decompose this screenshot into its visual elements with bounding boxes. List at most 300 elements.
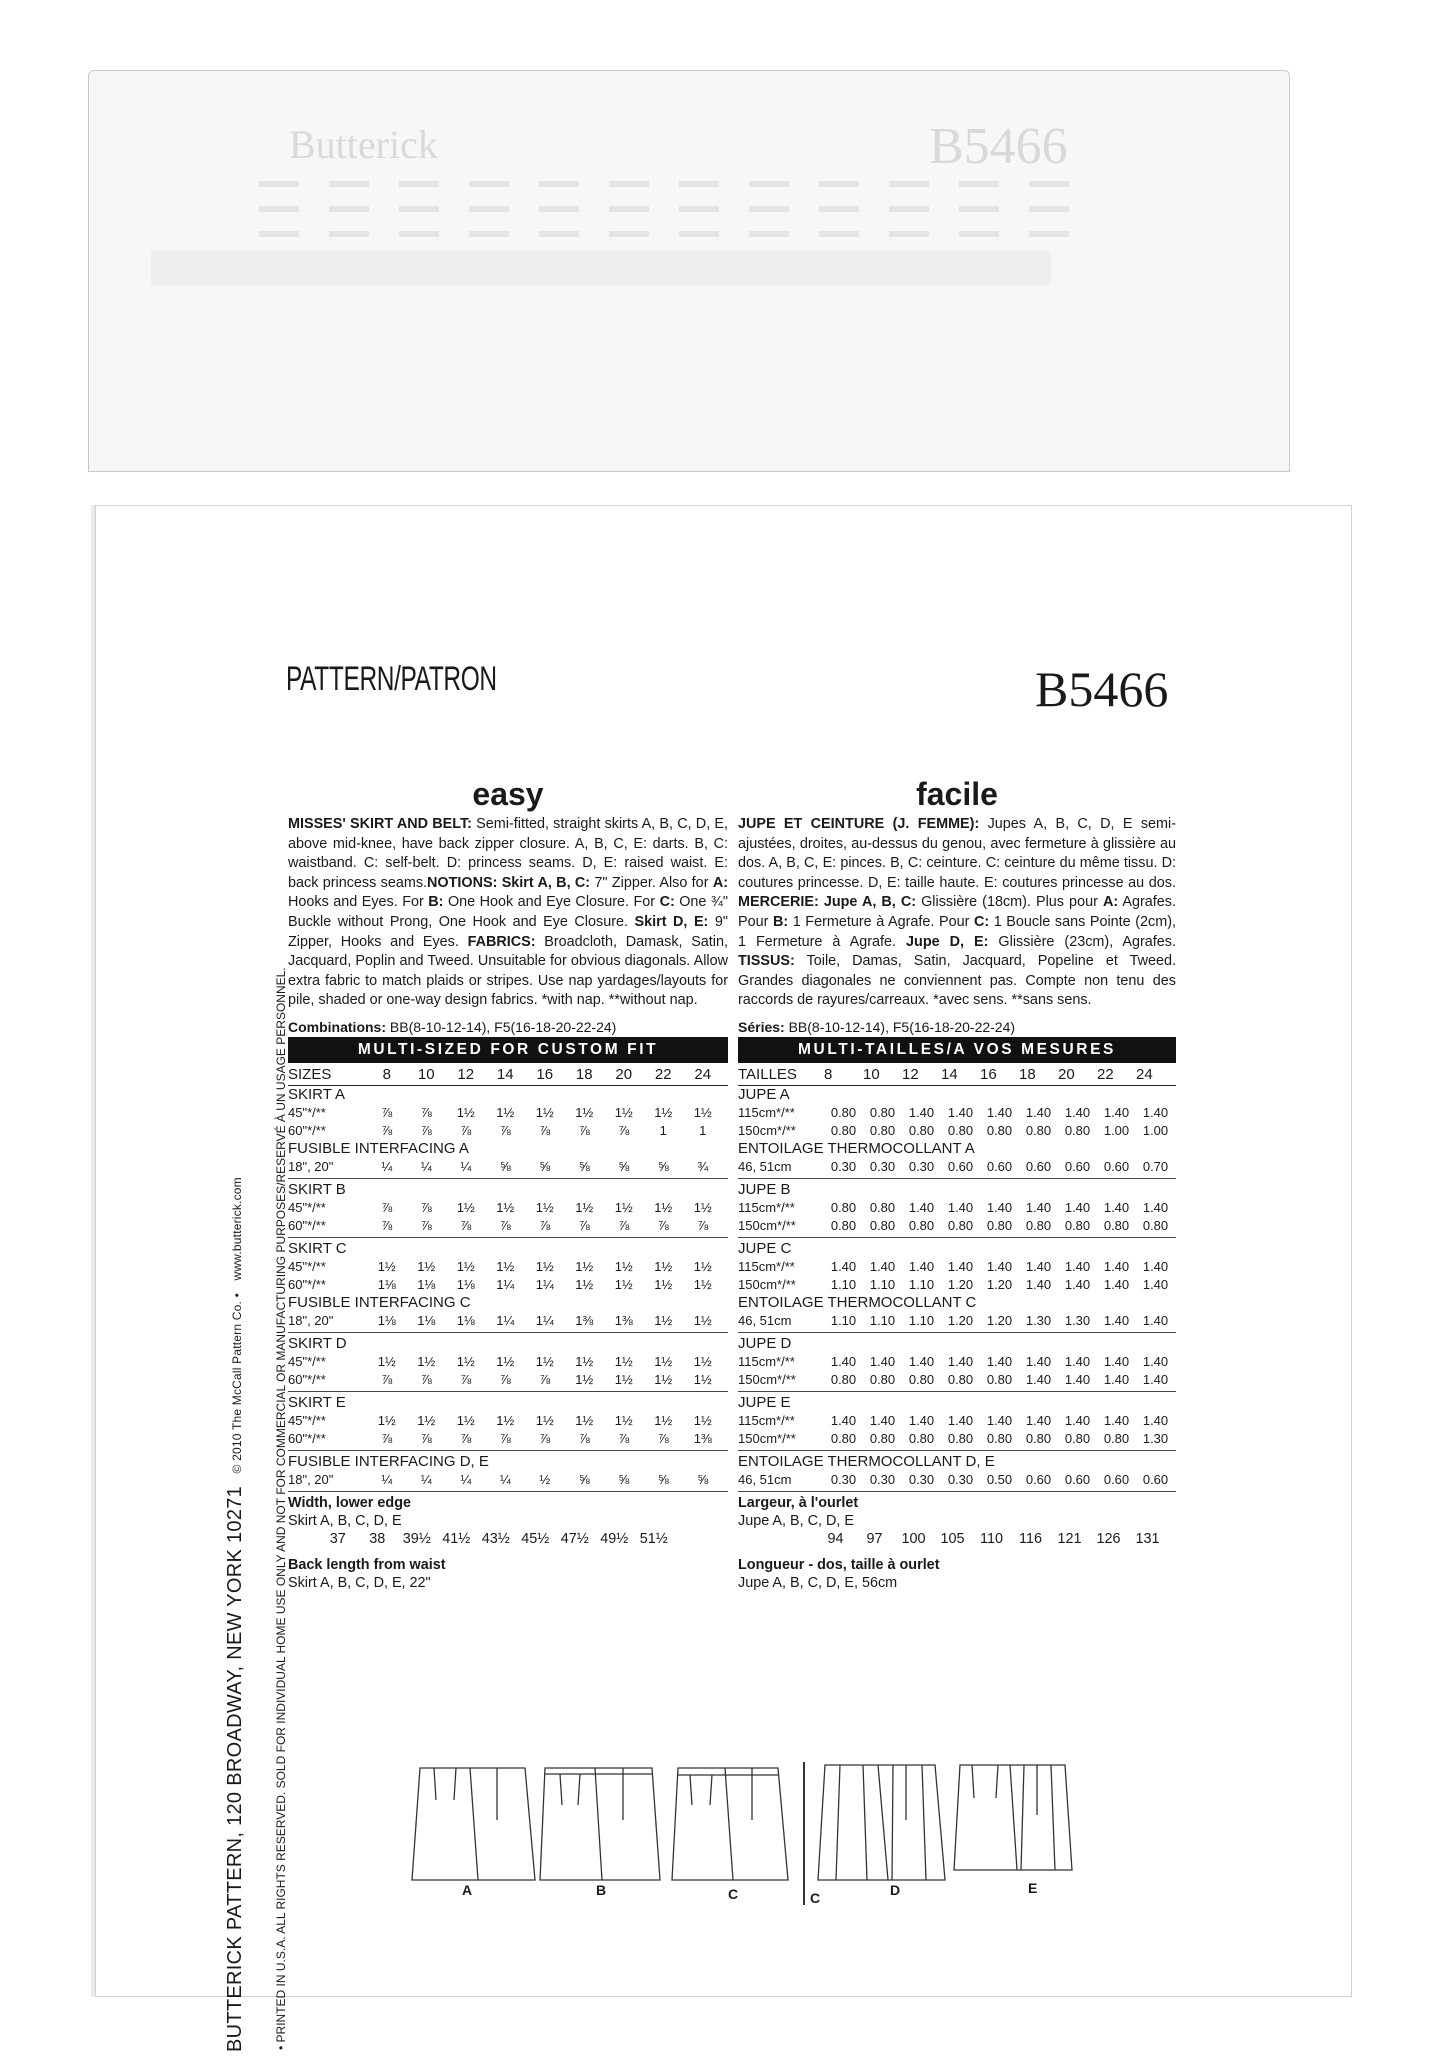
table-cell: 1.40 xyxy=(1025,1104,1052,1120)
table-cell: 1.40 xyxy=(908,1104,935,1120)
table-section-label: ENTOILAGE THERMOCOLLANT C xyxy=(738,1293,977,1311)
website: www.butterick.com xyxy=(230,1177,244,1281)
width-value: 45½ xyxy=(521,1530,550,1547)
table-cell: ⅞ xyxy=(499,1371,511,1387)
table-cell: 1.40 xyxy=(1025,1258,1052,1274)
table-cell: ⅞ xyxy=(420,1430,432,1446)
table-cell: 1.40 xyxy=(986,1199,1013,1215)
sizes-row xyxy=(288,1065,728,1086)
table-cell: 1.10 xyxy=(869,1312,896,1328)
width-value: 100 xyxy=(901,1530,926,1547)
row-label: 45"*/** xyxy=(288,1199,326,1215)
table-cell: 0.80 xyxy=(830,1199,857,1215)
table-cell: 1½ xyxy=(535,1412,554,1428)
table-cell: 1.40 xyxy=(1103,1199,1130,1215)
table-section-label: JUPE A xyxy=(738,1085,790,1103)
row-label: 45"*/** xyxy=(288,1353,326,1369)
table-cell: 0.80 xyxy=(869,1217,896,1233)
table-cell: 1⅛ xyxy=(456,1312,475,1328)
table-group xyxy=(738,1240,1176,1333)
table-cell: 1½ xyxy=(575,1199,594,1215)
table-section-label: JUPE E xyxy=(738,1393,791,1411)
table-cell: 1.30 xyxy=(1025,1312,1052,1328)
table-cell: 0.60 xyxy=(1064,1471,1091,1487)
row-label: 150cm*/** xyxy=(738,1122,796,1138)
table-cell: 1.40 xyxy=(986,1353,1013,1369)
envelope-flap xyxy=(88,70,1290,472)
combinations-value: BB(8-10-12-14), F5(16-18-20-22-24) xyxy=(784,1018,1016,1035)
view-e-front xyxy=(954,1765,1017,1870)
row-label: 115cm*/** xyxy=(738,1258,795,1274)
table-cell: 1.40 xyxy=(1103,1104,1130,1120)
pattern-number: B5466 xyxy=(1035,661,1169,717)
table-cell: 0.80 xyxy=(830,1122,857,1138)
view-d-back xyxy=(878,1765,945,1880)
description xyxy=(738,815,1176,1011)
table-section-label: JUPE D xyxy=(738,1334,792,1352)
table-cell: ¾ xyxy=(697,1158,709,1174)
row-label: 45"*/** xyxy=(288,1412,326,1428)
row-label: 18", 20" xyxy=(288,1312,334,1328)
size-cell: 22 xyxy=(654,1065,672,1083)
table-group xyxy=(288,1394,728,1451)
section-band: MULTI-TAILLES/A VOS MESURES xyxy=(738,1037,1176,1063)
size-cell: 14 xyxy=(496,1065,514,1083)
table-cell: 1½ xyxy=(654,1258,673,1274)
table-row xyxy=(738,1312,1176,1330)
description-text: 1 Fermeture à Agrafe. Pour xyxy=(788,913,974,930)
table-cell: 1.40 xyxy=(869,1353,896,1369)
length-subtitle: Jupe A, B, C, D, E, 56cm xyxy=(738,1574,898,1591)
table-cell: ⅞ xyxy=(657,1430,669,1446)
table-cell: ⅝ xyxy=(539,1158,551,1174)
table-cell: 1½ xyxy=(417,1258,436,1274)
table-group xyxy=(288,1240,728,1333)
table-cell: 1½ xyxy=(575,1371,594,1387)
table-cell: ⅞ xyxy=(539,1430,551,1446)
table-row xyxy=(738,1217,1176,1235)
view-drawings-svg xyxy=(400,1760,1100,1910)
table-cell: 1.40 xyxy=(1025,1371,1052,1387)
description-bold: A: xyxy=(1102,894,1119,911)
table-cell: ⅞ xyxy=(381,1430,393,1446)
table-group xyxy=(738,1453,1176,1492)
table-cell: ⅞ xyxy=(381,1199,393,1215)
width-value: 43½ xyxy=(481,1530,510,1547)
table-row xyxy=(288,1312,728,1330)
english-column xyxy=(288,776,728,1592)
table-cell: 1.40 xyxy=(908,1258,935,1274)
table-cell: 0.30 xyxy=(908,1471,935,1487)
size-cell: 16 xyxy=(536,1065,554,1083)
table-cell: 0.80 xyxy=(908,1122,935,1138)
size-cell: 10 xyxy=(417,1065,435,1083)
size-cell: 8 xyxy=(824,1065,833,1083)
table-cell: 1½ xyxy=(654,1312,673,1328)
table-cell: 1.40 xyxy=(1142,1258,1169,1274)
table-section-label: FUSIBLE INTERFACING D, E xyxy=(288,1452,489,1470)
width-value: 126 xyxy=(1096,1530,1121,1547)
table-row xyxy=(738,1276,1176,1294)
table-cell: ½ xyxy=(539,1471,551,1487)
sizes-label: SIZES xyxy=(288,1065,332,1083)
table-cell: 1.40 xyxy=(1142,1276,1169,1292)
table-row xyxy=(288,1353,728,1371)
back-length xyxy=(738,1556,1176,1592)
table-group xyxy=(288,1086,728,1179)
table-cell: ⅝ xyxy=(618,1471,630,1487)
table-cell: 1½ xyxy=(377,1353,396,1369)
description-bold: B: xyxy=(772,913,789,930)
table-cell: ¼ xyxy=(460,1158,472,1174)
description-bold: Skirt D, E: xyxy=(634,913,709,930)
table-cell: 1½ xyxy=(575,1353,594,1369)
table-cell: 0.60 xyxy=(947,1158,974,1174)
table-cell: ⅞ xyxy=(618,1122,630,1138)
table-cell: 0.80 xyxy=(947,1371,974,1387)
table-cell: 1.00 xyxy=(1103,1122,1130,1138)
table-cell: 0.80 xyxy=(986,1217,1013,1233)
table-cell: 0.80 xyxy=(986,1430,1013,1446)
table-cell: 1.40 xyxy=(1103,1412,1130,1428)
view-b-front xyxy=(540,1768,602,1880)
technical-drawings xyxy=(400,1760,1100,1910)
table-cell: ⅞ xyxy=(381,1371,393,1387)
table-cell: 1½ xyxy=(377,1258,396,1274)
table-row xyxy=(288,1412,728,1430)
publisher-address: BUTTERICK PATTERN, 120 BROADWAY, NEW YORK 10271 xyxy=(224,1485,246,2052)
table-cell: 1½ xyxy=(417,1353,436,1369)
table-cell: ⅝ xyxy=(657,1158,669,1174)
description-text: 9" Zipper, Hooks and Eyes. xyxy=(288,913,728,950)
size-cell: 12 xyxy=(457,1065,475,1083)
width-value: 49½ xyxy=(600,1530,629,1547)
table-cell: 0.80 xyxy=(830,1217,857,1233)
table-cell: 1⅜ xyxy=(693,1430,712,1446)
table-cell: 1½ xyxy=(575,1104,594,1120)
row-label: 45"*/** xyxy=(288,1104,326,1120)
row-label: 46, 51cm xyxy=(738,1158,792,1174)
table-cell: 1.40 xyxy=(1142,1199,1169,1215)
table-cell: 0.80 xyxy=(869,1104,896,1120)
description-bold: C: xyxy=(659,894,675,911)
description-text: Semi-fitted, straight skirts A, B, C, D, E, above mid-knee, have back zipper closure. A, B, C, E: darts. B, C: waistband. C: self-belt. D: princess seams. D, E: raised waist. E: back princess seams. xyxy=(288,816,728,891)
width-values xyxy=(738,1530,1176,1548)
table-cell: ¼ xyxy=(420,1471,432,1487)
size-cell: 14 xyxy=(941,1065,958,1083)
column-title: facile xyxy=(916,776,998,812)
width-subtitle: Jupe A, B, C, D, E xyxy=(738,1512,854,1529)
width-value: 38 xyxy=(369,1530,386,1547)
table-cell: 0.80 xyxy=(1025,1122,1052,1138)
table-cell: ⅞ xyxy=(539,1122,551,1138)
width-value: 131 xyxy=(1135,1530,1160,1547)
table-cell: 1½ xyxy=(456,1353,475,1369)
view-d-front xyxy=(818,1765,888,1880)
table-cell: 1½ xyxy=(693,1353,712,1369)
row-label: 115cm*/** xyxy=(738,1104,795,1120)
table-section-label: SKIRT A xyxy=(288,1085,345,1103)
table-cell: ⅞ xyxy=(657,1217,669,1233)
table-cell: ⅞ xyxy=(578,1217,590,1233)
table-row xyxy=(738,1430,1176,1448)
table-cell: 0.80 xyxy=(1025,1217,1052,1233)
table-cell: 1½ xyxy=(614,1104,633,1120)
description-bold: Jupe D, E: xyxy=(906,933,989,950)
table-cell: 1.40 xyxy=(947,1412,974,1428)
copyright: © 2010 The McCall Pattern Co. • xyxy=(230,1293,244,1474)
table-cell: 1.40 xyxy=(1064,1412,1091,1428)
table-cell: 0.80 xyxy=(947,1430,974,1446)
table-cell: 1¼ xyxy=(535,1276,554,1292)
table-cell: 1½ xyxy=(614,1258,633,1274)
table-cell: 1.40 xyxy=(986,1258,1013,1274)
table-cell: 1.40 xyxy=(947,1199,974,1215)
table-cell: 0.80 xyxy=(986,1122,1013,1138)
table-group xyxy=(288,1335,728,1392)
table-cell: ⅞ xyxy=(499,1430,511,1446)
table-cell: 1½ xyxy=(654,1371,673,1387)
table-cell: 1.40 xyxy=(1064,1104,1091,1120)
view-label: C xyxy=(810,1890,821,1906)
combinations-label: Séries: xyxy=(738,1018,785,1035)
table-cell: 1½ xyxy=(614,1276,633,1292)
table-row xyxy=(738,1104,1176,1122)
table-cell: 1½ xyxy=(654,1104,673,1120)
table-cell: 1.00 xyxy=(1142,1122,1169,1138)
size-cell: 24 xyxy=(1136,1065,1153,1083)
width-value: 97 xyxy=(866,1530,883,1547)
table-cell: 1.10 xyxy=(830,1312,857,1328)
table-row xyxy=(738,1122,1176,1140)
row-label: 150cm*/** xyxy=(738,1371,796,1387)
yardage-table xyxy=(288,1065,728,1492)
table-cell: 1½ xyxy=(575,1276,594,1292)
description-text: 7" Zipper. Also for xyxy=(590,874,713,891)
table-cell: 1½ xyxy=(693,1104,712,1120)
table-cell: 0.80 xyxy=(869,1199,896,1215)
width-value: 121 xyxy=(1057,1530,1082,1547)
table-cell: 0.30 xyxy=(830,1471,857,1487)
table-cell: 1½ xyxy=(456,1199,475,1215)
table-cell: 1½ xyxy=(693,1412,712,1428)
table-group xyxy=(738,1181,1176,1238)
section-band: MULTI-SIZED FOR CUSTOM FIT xyxy=(288,1037,728,1063)
table-cell: 1.20 xyxy=(947,1312,974,1328)
table-cell: ⅞ xyxy=(697,1217,709,1233)
row-label: 60"*/** xyxy=(288,1371,326,1387)
table-cell: 1.40 xyxy=(1103,1258,1130,1274)
table-row xyxy=(288,1122,728,1140)
table-cell: 1½ xyxy=(535,1104,554,1120)
table-cell: 1½ xyxy=(693,1258,712,1274)
pattern-label: PATTERN/PATRON xyxy=(286,660,497,698)
table-cell: ¼ xyxy=(381,1158,393,1174)
sizes-label: TAILLES xyxy=(738,1065,797,1083)
description-bold: JUPE ET CEINTURE (J. FEMME): xyxy=(738,816,980,832)
table-cell: 1½ xyxy=(654,1276,673,1292)
table-cell: 0.60 xyxy=(1103,1471,1130,1487)
table-group xyxy=(738,1335,1176,1392)
yardage-table xyxy=(738,1065,1176,1492)
table-cell: 0.80 xyxy=(1064,1122,1091,1138)
view-label: B xyxy=(596,1882,607,1898)
table-section-label: SKIRT D xyxy=(288,1334,347,1352)
table-cell: 0.80 xyxy=(869,1430,896,1446)
size-cell: 10 xyxy=(863,1065,880,1083)
table-cell: 1.40 xyxy=(1103,1371,1130,1387)
ghost-bar xyxy=(151,251,1051,285)
table-cell: ⅞ xyxy=(420,1217,432,1233)
table-cell: 1½ xyxy=(693,1199,712,1215)
table-cell: ⅞ xyxy=(420,1104,432,1120)
table-cell: 1½ xyxy=(496,1199,515,1215)
table-cell: ⅞ xyxy=(420,1199,432,1215)
table-row xyxy=(738,1371,1176,1389)
french-column xyxy=(738,776,1176,1592)
table-section-label: ENTOILAGE THERMOCOLLANT A xyxy=(738,1139,975,1157)
table-cell: 1.40 xyxy=(1064,1276,1091,1292)
column-title: easy xyxy=(472,776,544,812)
table-cell: 1.40 xyxy=(830,1412,857,1428)
table-group xyxy=(288,1453,728,1492)
table-cell: 1.20 xyxy=(986,1276,1013,1292)
table-cell: ⅞ xyxy=(381,1104,393,1120)
table-cell: ⅞ xyxy=(539,1371,551,1387)
width-lower-edge xyxy=(738,1494,1176,1548)
table-cell: 1¼ xyxy=(535,1312,554,1328)
flap-brand: Butterick xyxy=(289,122,438,167)
table-cell: 0.60 xyxy=(1025,1158,1052,1174)
size-cell: 24 xyxy=(694,1065,712,1083)
table-cell: 1½ xyxy=(456,1104,475,1120)
table-cell: 1.30 xyxy=(1142,1430,1169,1446)
description-text: 1 Boucle sans Pointe (2cm), 1 Fermeture à Agrafe. xyxy=(738,913,1176,950)
table-cell: 1⅛ xyxy=(417,1276,436,1292)
table-section-label: SKIRT C xyxy=(288,1239,347,1257)
table-cell: ⅝ xyxy=(578,1471,590,1487)
table-row xyxy=(288,1158,728,1176)
table-section-label: ENTOILAGE THERMOCOLLANT D, E xyxy=(738,1452,995,1470)
description-text: One Hook and Eye Closure. For xyxy=(443,894,660,911)
table-cell: 1.40 xyxy=(1103,1312,1130,1328)
width-value: 39½ xyxy=(402,1530,431,1547)
table-cell: ⅝ xyxy=(578,1158,590,1174)
combinations-value: BB(8-10-12-14), F5(16-18-20-22-24) xyxy=(386,1018,617,1035)
table-cell: 1.10 xyxy=(908,1276,935,1292)
size-cell: 8 xyxy=(382,1065,391,1083)
description-text: Glissière (23cm), Agrafes. xyxy=(988,933,1176,950)
table-cell: 1.40 xyxy=(1025,1353,1052,1369)
table-cell: 1.40 xyxy=(1064,1353,1091,1369)
width-value: 41½ xyxy=(442,1530,471,1547)
view-e-back xyxy=(1010,1765,1072,1870)
table-cell: 1.40 xyxy=(1064,1199,1091,1215)
row-label: 60"*/** xyxy=(288,1276,326,1292)
table-row xyxy=(288,1371,728,1389)
description-text: Glissière (18cm). Plus pour xyxy=(916,894,1103,911)
table-cell: 0.30 xyxy=(947,1471,974,1487)
table-cell: 1.40 xyxy=(1103,1276,1130,1292)
table-cell: ¼ xyxy=(381,1471,393,1487)
table-cell: 0.80 xyxy=(830,1371,857,1387)
description-bold: B: xyxy=(428,894,444,911)
table-section-label: JUPE C xyxy=(738,1239,792,1257)
table-cell: 1.10 xyxy=(830,1276,857,1292)
table-cell: 1½ xyxy=(456,1258,475,1274)
table-cell: 0.80 xyxy=(986,1371,1013,1387)
width-lower-edge xyxy=(288,1494,728,1548)
table-cell: ⅞ xyxy=(578,1122,590,1138)
width-value: 51½ xyxy=(639,1530,668,1547)
table-cell: ⅞ xyxy=(499,1217,511,1233)
table-cell: ¼ xyxy=(420,1158,432,1174)
table-cell: 0.80 xyxy=(1064,1217,1091,1233)
table-cell: 1 xyxy=(659,1122,667,1138)
table-cell: 0.80 xyxy=(908,1217,935,1233)
row-label: 60"*/** xyxy=(288,1430,326,1446)
table-cell: 0.80 xyxy=(830,1430,857,1446)
table-cell: 0.80 xyxy=(908,1371,935,1387)
view-a-front xyxy=(412,1768,478,1880)
table-cell: 1½ xyxy=(496,1258,515,1274)
table-cell: 1.40 xyxy=(1103,1353,1130,1369)
table-cell: 1½ xyxy=(417,1412,436,1428)
description-bold: C: xyxy=(973,913,990,930)
table-cell: 1 xyxy=(699,1122,707,1138)
width-value: 47½ xyxy=(560,1530,589,1547)
row-label: 60"*/** xyxy=(288,1122,326,1138)
table-cell: 1½ xyxy=(575,1412,594,1428)
table-row xyxy=(288,1104,728,1122)
table-cell: 1½ xyxy=(654,1412,673,1428)
table-cell: 1⅜ xyxy=(575,1312,594,1328)
table-cell: 0.30 xyxy=(869,1158,896,1174)
table-cell: 1.40 xyxy=(869,1412,896,1428)
table-cell: 0.60 xyxy=(1103,1158,1130,1174)
table-cell: 1½ xyxy=(456,1412,475,1428)
side-address-line xyxy=(224,1177,247,2052)
table-cell: 0.80 xyxy=(869,1122,896,1138)
table-cell: 0.60 xyxy=(1064,1158,1091,1174)
table-row xyxy=(738,1471,1176,1489)
table-cell: 0.80 xyxy=(1142,1217,1169,1233)
table-cell: ⅞ xyxy=(618,1217,630,1233)
view-label: D xyxy=(890,1882,901,1898)
description-bold: A: xyxy=(712,874,728,891)
ghost-row xyxy=(259,206,1079,212)
table-cell: 1⅛ xyxy=(456,1276,475,1292)
table-cell: ⅞ xyxy=(381,1122,393,1138)
table-cell: 1.40 xyxy=(1142,1104,1169,1120)
table-row xyxy=(738,1412,1176,1430)
table-cell: 0.70 xyxy=(1142,1158,1169,1174)
table-cell: ⅞ xyxy=(539,1217,551,1233)
table-cell: 0.80 xyxy=(1103,1430,1130,1446)
table-cell: ⅞ xyxy=(420,1122,432,1138)
view-a-back xyxy=(470,1768,535,1880)
ghost-row xyxy=(259,231,1079,237)
table-cell: 1.40 xyxy=(1142,1312,1169,1328)
description xyxy=(288,815,728,1011)
table-cell: 1.40 xyxy=(1025,1199,1052,1215)
table-cell: 1½ xyxy=(693,1371,712,1387)
table-cell: 1½ xyxy=(535,1199,554,1215)
table-cell: 1.40 xyxy=(908,1412,935,1428)
description-text: Agrafes. Pour xyxy=(738,894,1176,930)
row-label: 60"*/** xyxy=(288,1217,326,1233)
table-cell: 1½ xyxy=(654,1353,673,1369)
